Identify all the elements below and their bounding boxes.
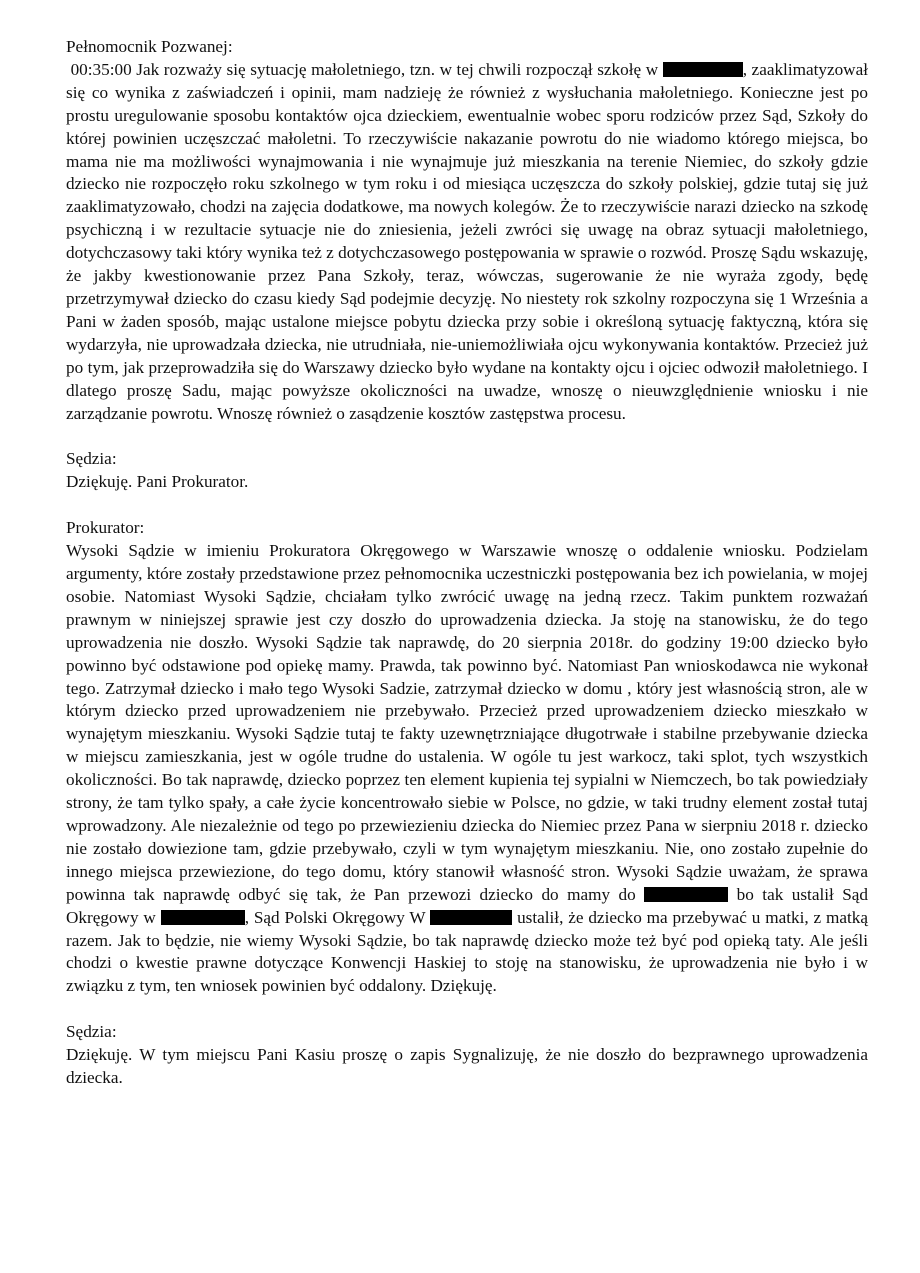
speaker-label: Prokurator: [66,518,145,538]
statement-paragraph [66,59,868,426]
redaction-block [644,887,728,902]
section-sedzia-1 [66,448,868,494]
statement-text: , zaaklimatyzował się co wynika z zaświadczeń i opinii, mam nadzieję że również z wysłuchania małoletniego. Konieczne jest po prostu uregulowanie sposobu kontaktów ojca dzieckiem, ewentualnie wobec sporu rodziców przez Sąd, Szkoły do której powinien uczęszczać małoletni. To rzeczywiście nakazanie powrotu do nie wiadomo którego miejsca, bo mama nie ma możliwości wynajmowania i nie wynajmuje już mieszkania na terenie Niemiec, do szkoły gdzie dziecko nie rozpoczęło roku szkolnego w tym roku i od miesiąca uczęszcza do szkoły polskiej, gdzie tutaj się już zaaklimatyzowało, chodzi na zajęcia dodatkowe, ma nowych kolegów. Że to rzeczywiście narazi dziecko na szkodę psychiczną i w rezultacie sytuacje nie do zniesienia, jeżeli zwróci się uwagę na obraz sytuacji małoletniego, dotychczasowy taki który wynika też z dotychczasowego postępowania w sprawie o rozwód. Proszę Sądu wskazuję, że jakby kwestionowanie przez Pana Szkoły, teraz, wówczas, sugerowanie że nie wyraża zgody, będę przetrzymywał dziecko do czasu kiedy Sąd podejmie decyzję. No niestety rok szkolny rozpoczyna się 1 Września a Pani w żaden sposób, mając ustalone miejsce pobytu dziecka przy sobie i określoną sytuację faktyczną, która się wydarzyła, nie uprowadzała dziecka, nie utrudniała, nie-uniemożliwiała ojcu wykonywania kontaktów. Przecież już po tym, jak przeprowadziła się do Warszawy dziecko było wydane na kontakty ojcu i ojciec odwoził małoletniego. I dlatego proszę Sadu, mając powyższe okoliczności na uwadze, wnoszę o nieuwzględnienie wniosku i nie zarządzanie powrotu. Wnoszę również o zasądzenie kosztów zastępstwa procesu. [66,59,868,423]
redaction-block [430,910,512,925]
speaker-label: Pełnomocnik Pozwanej: [66,37,233,56]
statement-paragraph: Dziękuję. W tym miejscu Pani Kasiu proszę o zapis Sygnalizuję, że nie doszło do bezprawnego uprowadzenia dziecka. [66,1045,868,1088]
spacer [66,998,868,1021]
statement-text: bo tak ustalił Sąd Okręgowy w [66,884,869,927]
section-sedzia-2 [66,1021,868,1090]
speaker-label: Sędzia: [66,449,117,469]
spacer [66,494,868,517]
speaker-label: Sędzia: [66,1022,117,1042]
statement-text: ustalił, że dziecko ma przebywać u matki, z matką razem. Jak to będzie, nie wiemy Wysoki Sądzie, bo tak naprawdę dziecko może też być pod opieką taty. Ale jeśli chodzi o kwestie prawne dotyczące Konwencji Haskiej to stoję na stanowisku, że uprowadzenia nie było i w związku z tym, ten wniosek powinien być oddalony. Dziękuję. [66,907,869,996]
statement-text: 00:35:00 Jak rozważy się sytuację małoletniego, tzn. w tej chwili rozpoczął szkołę w [70,59,659,79]
statement-text: , Sąd Polski Okręgowy W [244,907,426,927]
section-prokurator [66,517,868,998]
redaction-block [161,910,245,925]
redaction-block [663,62,743,77]
statement-paragraph [66,540,868,998]
statement-text: Wysoki Sądzie w imieniu Prokuratora Okręgowego w Warszawie wnoszę o oddalenie wniosku. Podzielam argumenty, które zostały przedstawione przez pełnomocnika uczestniczki postępowania bez ich powielania, w mojej osobie. Natomiast Wysoki Sądzie, chciałam tylko zwrócić uwagę na jedną rzecz. Takim punktem rozważań prawnym w niniejszej sprawie jest czy doszło do uprowadzenia dziecka. Ja stoję na stanowisku, że do tego uprowadzenia nie doszło. Wysoki Sądzie tak naprawdę, do 20 sierpnia 2018r. do godziny 19:00 dziecko było powinno być odstawione pod opiekę mamy. Prawda, tak powinno być. Natomiast Pan wnioskodawca nie wykonał tego. Zatrzymał dziecko i mało tego Wysoki Sadzie, zatrzymał dziecko w domu , który jest własnością stron, ale w którym dziecko przed uprowadzeniem nie przebywało. Przecież przed uprowadzeniem dziecko mieszkało w wynajętym mieszkaniu. Wysoki Sądzie tutaj te fakty uzewnętrzniające długotrwałe i stabilne przebywanie dziecka w miejscu zamieszkania, jest w ogóle trudne do ustalenia. W ogóle tu jest warkocz, taki splot, tych wszystkich okoliczności. Bo tak naprawdę, dziecko poprzez ten element kupienia tej sypialni w Niemczech, bo tak powiedziały strony, że tam tylko spały, a całe życie koncentrowało siebie w Polsce, no gdzie, w taki trudny element został tutaj wprowadzony. Ale niezależnie od tego po przewiezieniu dziecka do Niemiec przez Pana w sierpniu 2018 r. dziecko nie zostało dowiezione tam, gdzie przebywało, czyli w tym wynajętym mieszkaniu. Nie, ono zostało zupełnie do innego miejsca przewiezione, do tego domu, który stanowił własność stron. Wysoki Sądzie uważam, że sprawa powinna tak naprawdę odbyć się tak, że Pan przewozi dziecko do mamy do [66,541,868,904]
statement-paragraph: Dziękuję. Pani Prokurator. [66,472,249,492]
section-pelnomocnik [66,36,868,425]
spacer [66,425,868,448]
